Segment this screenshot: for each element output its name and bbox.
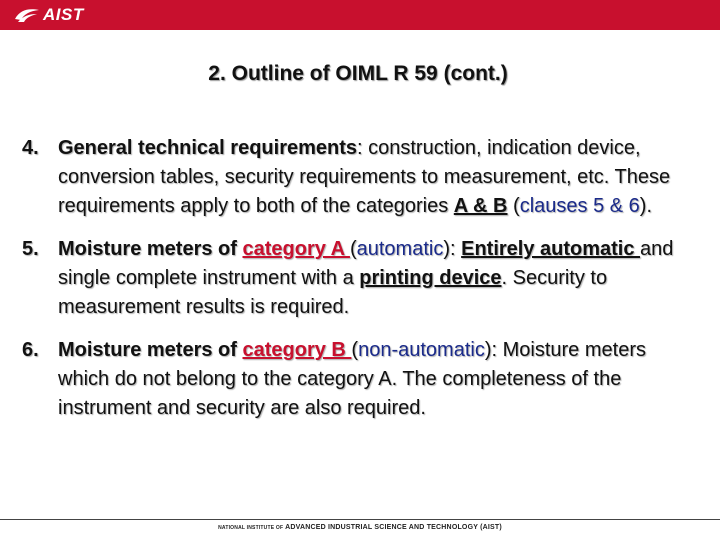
item-heading: General technical requirements (58, 137, 358, 159)
item-number: 6. (22, 339, 39, 361)
item-text (58, 235, 702, 322)
item-text-segment: ): Moisture meters which do not belong to the category A. The completeness of the instrument and security are also required. (58, 339, 646, 419)
requirements-list (22, 134, 702, 423)
footer-divider (0, 519, 720, 520)
list-item (22, 235, 702, 322)
item-text (58, 134, 702, 221)
printing-device-label: printing device (359, 267, 502, 289)
header-bar (0, 0, 720, 30)
categories-label: A & B (453, 195, 508, 217)
footer-prefix: NATIONAL INSTITUTE OF (218, 525, 284, 531)
footer (0, 524, 720, 531)
item-text-segment: : construction, indication device, conversion tables, security requirements to measurement, etc. These requirements apply to both of the categories (58, 137, 671, 217)
aist-logo (14, 3, 84, 27)
slide-title: 2. Outline of OIML R 59 (cont.) (208, 62, 508, 85)
item-text (58, 336, 702, 423)
footer-text: ADVANCED INDUSTRIAL SCIENCE AND TECHNOLOGY (AIST) (285, 524, 502, 531)
automatic-label: automatic (356, 238, 444, 260)
entirely-automatic-label: Entirely automatic (461, 238, 641, 260)
item-text-segment: ): (443, 238, 462, 260)
logo-text: AIST (43, 5, 84, 24)
item-text-segment: ). (639, 195, 653, 217)
item-text-segment: and single complete instrument with a (58, 238, 674, 289)
item-heading: Moisture meters of (58, 238, 243, 260)
aist-swoosh-icon (14, 6, 40, 24)
item-text-segment: ( (349, 238, 357, 260)
item-text-segment: . Security to measurement results is required. (58, 267, 608, 318)
item-text-segment: ( (507, 195, 520, 217)
clauses-reference: clauses 5 & 6 (519, 195, 640, 217)
item-number: 4. (22, 137, 39, 159)
non-automatic-label: non-automatic (358, 339, 485, 361)
item-heading: Moisture meters of (58, 339, 243, 361)
list-item (22, 134, 702, 221)
category-b-label: category B (242, 339, 352, 361)
list-item (22, 336, 702, 423)
item-number: 5. (22, 238, 39, 260)
category-a-label: category A (242, 238, 350, 260)
item-text-segment: ( (351, 339, 359, 361)
